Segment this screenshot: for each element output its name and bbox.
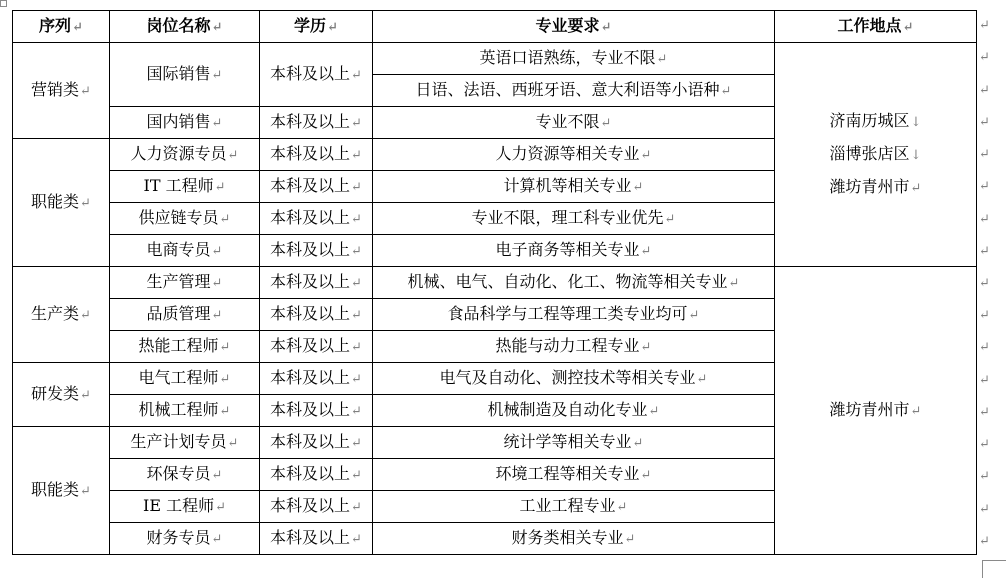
header-education: 学历↵ bbox=[260, 11, 373, 43]
table-body bbox=[13, 43, 977, 555]
cell-end-mark: ↵ bbox=[600, 115, 612, 131]
cell-end-mark: ↵ bbox=[664, 211, 676, 227]
cell-end-mark: ↵ bbox=[351, 371, 362, 387]
cell-end-mark: ↵ bbox=[632, 179, 644, 195]
row-end-marks bbox=[979, 10, 999, 558]
major-cell: 食品科学与工程等理工类专业均可↵ bbox=[373, 299, 775, 331]
position-cell: 供应链专员↵ bbox=[110, 203, 260, 235]
cell-end-mark: ↵ bbox=[720, 83, 732, 99]
education-cell: 本科及以上↵ bbox=[260, 171, 373, 203]
cell-end-mark: ↵ bbox=[910, 181, 922, 196]
education-cell: 本科及以上↵ bbox=[260, 427, 373, 459]
row-end-mark: ↵ bbox=[979, 82, 990, 98]
job-requirements-table bbox=[12, 10, 977, 555]
cell-end-mark: ↵ bbox=[219, 211, 231, 227]
major-cell: 计算机等相关专业↵ bbox=[373, 171, 775, 203]
education-cell: 本科及以上↵ bbox=[260, 299, 373, 331]
major-cell: 专业不限↵ bbox=[373, 107, 775, 139]
education-cell: 本科及以上↵ bbox=[260, 203, 373, 235]
position-cell: 电商专员↵ bbox=[110, 235, 260, 267]
major-cell: 环境工程等相关专业↵ bbox=[373, 459, 775, 491]
major-cell: 英语口语熟练，专业不限↵ bbox=[373, 43, 775, 75]
education-cell: 本科及以上↵ bbox=[260, 235, 373, 267]
cell-end-mark: ↵ bbox=[80, 307, 91, 323]
education-cell: 本科及以上↵ bbox=[260, 395, 373, 427]
cell-end-mark: ↵ bbox=[351, 275, 362, 291]
header-major: 专业要求↵ bbox=[373, 11, 775, 43]
row-end-mark: ↵ bbox=[979, 18, 990, 34]
position-cell: IE 工程师↵ bbox=[110, 491, 260, 523]
cell-end-mark: ↵ bbox=[351, 499, 362, 515]
row-end-mark: ↵ bbox=[979, 179, 990, 195]
cell-end-mark: ↵ bbox=[211, 67, 223, 83]
location-line: 淄博张店区↓ bbox=[829, 144, 922, 163]
row-end-mark: ↵ bbox=[979, 469, 990, 485]
location-cell bbox=[775, 43, 977, 267]
location-line: 济南历城区↓ bbox=[829, 111, 922, 130]
cell-end-mark: ↵ bbox=[211, 467, 223, 483]
line-break-mark: ↓ bbox=[910, 115, 922, 130]
row-end-mark: ↵ bbox=[979, 276, 990, 291]
bottom-right-corner-mark bbox=[982, 560, 1006, 578]
cell-end-mark: ↵ bbox=[211, 115, 223, 131]
position-cell: 生产计划专员↵ bbox=[110, 427, 260, 459]
cell-end-mark: ↵ bbox=[219, 339, 231, 355]
row-end-mark: ↵ bbox=[979, 243, 990, 259]
cell-end-mark: ↵ bbox=[640, 147, 652, 163]
cell-end-mark: ↵ bbox=[351, 467, 362, 483]
education-cell: 本科及以上↵ bbox=[260, 459, 373, 491]
header-location: 工作地点↵ bbox=[775, 11, 977, 43]
top-left-corner-mark bbox=[0, 0, 7, 7]
location-line: 潍坊青州市↵ bbox=[829, 400, 922, 419]
cell-end-mark: ↵ bbox=[640, 467, 652, 483]
major-cell: 日语、法语、西班牙语、意大利语等小语种↵ bbox=[373, 75, 775, 107]
major-cell: 财务类相关专业↵ bbox=[373, 523, 775, 555]
cell-end-mark: ↵ bbox=[351, 403, 362, 419]
position-cell: 生产管理↵ bbox=[110, 267, 260, 299]
sequence-cell: 营销类↵ bbox=[13, 43, 110, 139]
position-cell: 国内销售↵ bbox=[110, 107, 260, 139]
position-cell: 环保专员↵ bbox=[110, 459, 260, 491]
major-cell: 电气及自动化、测控技术等相关专业↵ bbox=[373, 363, 775, 395]
position-cell: 电气工程师↵ bbox=[110, 363, 260, 395]
cell-end-mark: ↵ bbox=[616, 499, 628, 515]
header-position: 岗位名称↵ bbox=[110, 11, 260, 43]
cell-end-mark: ↵ bbox=[351, 531, 362, 547]
location-cell bbox=[775, 267, 977, 555]
table-row bbox=[13, 43, 977, 75]
major-cell: 工业工程专业↵ bbox=[373, 491, 775, 523]
row-end-mark: ↵ bbox=[979, 308, 990, 324]
position-cell: 机械工程师↵ bbox=[110, 395, 260, 427]
education-cell: 本科及以上↵ bbox=[260, 107, 373, 139]
header-row bbox=[13, 11, 977, 43]
education-cell: 本科及以上↵ bbox=[260, 139, 373, 171]
cell-end-mark: ↵ bbox=[640, 243, 652, 259]
cell-end-mark: ↵ bbox=[351, 243, 362, 259]
major-cell: 人力资源等相关专业↵ bbox=[373, 139, 775, 171]
education-cell: 本科及以上↵ bbox=[260, 267, 373, 299]
sequence-cell: 生产类↵ bbox=[13, 267, 110, 363]
cell-end-mark: ↵ bbox=[211, 243, 223, 259]
education-cell: 本科及以上↵ bbox=[260, 523, 373, 555]
cell-end-mark: ↵ bbox=[351, 179, 362, 195]
cell-end-mark: ↵ bbox=[227, 147, 239, 163]
header-sequence: 序列↵ bbox=[13, 11, 110, 43]
row-end-mark: ↵ bbox=[979, 211, 990, 227]
cell-end-mark: ↵ bbox=[728, 275, 740, 291]
row-end-mark: ↵ bbox=[979, 114, 990, 130]
cell-end-mark: ↵ bbox=[211, 275, 223, 291]
cell-end-mark: ↵ bbox=[351, 67, 362, 83]
cell-end-mark: ↵ bbox=[656, 51, 668, 67]
cell-end-mark: ↵ bbox=[219, 371, 231, 387]
row-end-mark: ↵ bbox=[979, 147, 990, 163]
cell-end-mark: ↵ bbox=[648, 403, 660, 419]
cell-end-mark: ↵ bbox=[227, 435, 239, 451]
cell-end-mark: ↵ bbox=[688, 307, 700, 323]
cell-end-mark: ↵ bbox=[624, 531, 636, 547]
cell-end-mark: ↵ bbox=[351, 339, 362, 355]
cell-end-mark: ↵ bbox=[351, 211, 362, 227]
row-end-mark: ↵ bbox=[979, 437, 990, 453]
major-cell: 专业不限，理工科专业优先↵ bbox=[373, 203, 775, 235]
cell-end-mark: ↵ bbox=[910, 404, 922, 419]
position-cell: 品质管理↵ bbox=[110, 299, 260, 331]
cell-end-mark: ↵ bbox=[80, 83, 91, 99]
cell-end-mark: ↵ bbox=[219, 403, 231, 419]
sequence-cell: 职能类↵ bbox=[13, 427, 110, 555]
cell-end-mark: ↵ bbox=[351, 115, 362, 131]
major-cell: 统计学等相关专业↵ bbox=[373, 427, 775, 459]
row-end-mark: ↵ bbox=[979, 533, 990, 549]
major-cell: 电子商务等相关专业↵ bbox=[373, 235, 775, 267]
line-break-mark: ↓ bbox=[910, 148, 922, 163]
cell-end-mark: ↵ bbox=[80, 387, 91, 403]
major-cell: 热能与动力工程专业↵ bbox=[373, 331, 775, 363]
cell-end-mark: ↵ bbox=[211, 307, 223, 323]
major-cell: 机械制造及自动化专业↵ bbox=[373, 395, 775, 427]
position-cell: IT 工程师↵ bbox=[110, 171, 260, 203]
row-end-mark: ↵ bbox=[979, 340, 990, 356]
education-cell: 本科及以上↵ bbox=[260, 491, 373, 523]
row-end-mark: ↵ bbox=[979, 50, 990, 66]
cell-end-mark: ↵ bbox=[696, 371, 708, 387]
education-cell: 本科及以上↵ bbox=[260, 43, 373, 107]
education-cell: 本科及以上↵ bbox=[260, 363, 373, 395]
cell-end-mark: ↵ bbox=[351, 307, 362, 323]
cell-end-mark: ↵ bbox=[80, 483, 91, 499]
row-end-mark: ↵ bbox=[979, 501, 990, 517]
cell-end-mark: ↵ bbox=[80, 195, 91, 211]
position-cell: 人力资源专员↵ bbox=[110, 139, 260, 171]
cell-end-mark: ↵ bbox=[351, 435, 362, 451]
cell-end-mark: ↵ bbox=[211, 531, 223, 547]
row-end-mark: ↵ bbox=[979, 404, 990, 420]
sequence-cell: 职能类↵ bbox=[13, 139, 110, 267]
major-cell: 机械、电气、自动化、化工、物流等相关专业↵ bbox=[373, 267, 775, 299]
position-cell: 国际销售↵ bbox=[110, 43, 260, 107]
cell-end-mark: ↵ bbox=[215, 499, 226, 515]
education-cell: 本科及以上↵ bbox=[260, 331, 373, 363]
position-cell: 热能工程师↵ bbox=[110, 331, 260, 363]
sequence-cell: 研发类↵ bbox=[13, 363, 110, 427]
table-row bbox=[13, 267, 977, 299]
cell-end-mark: ↵ bbox=[640, 339, 652, 355]
cell-end-mark: ↵ bbox=[351, 147, 362, 163]
position-cell: 财务专员↵ bbox=[110, 523, 260, 555]
cell-end-mark: ↵ bbox=[632, 435, 644, 451]
row-end-mark: ↵ bbox=[979, 372, 990, 388]
cell-end-mark: ↵ bbox=[214, 179, 226, 195]
location-line: 潍坊青州市↵ bbox=[829, 177, 922, 196]
